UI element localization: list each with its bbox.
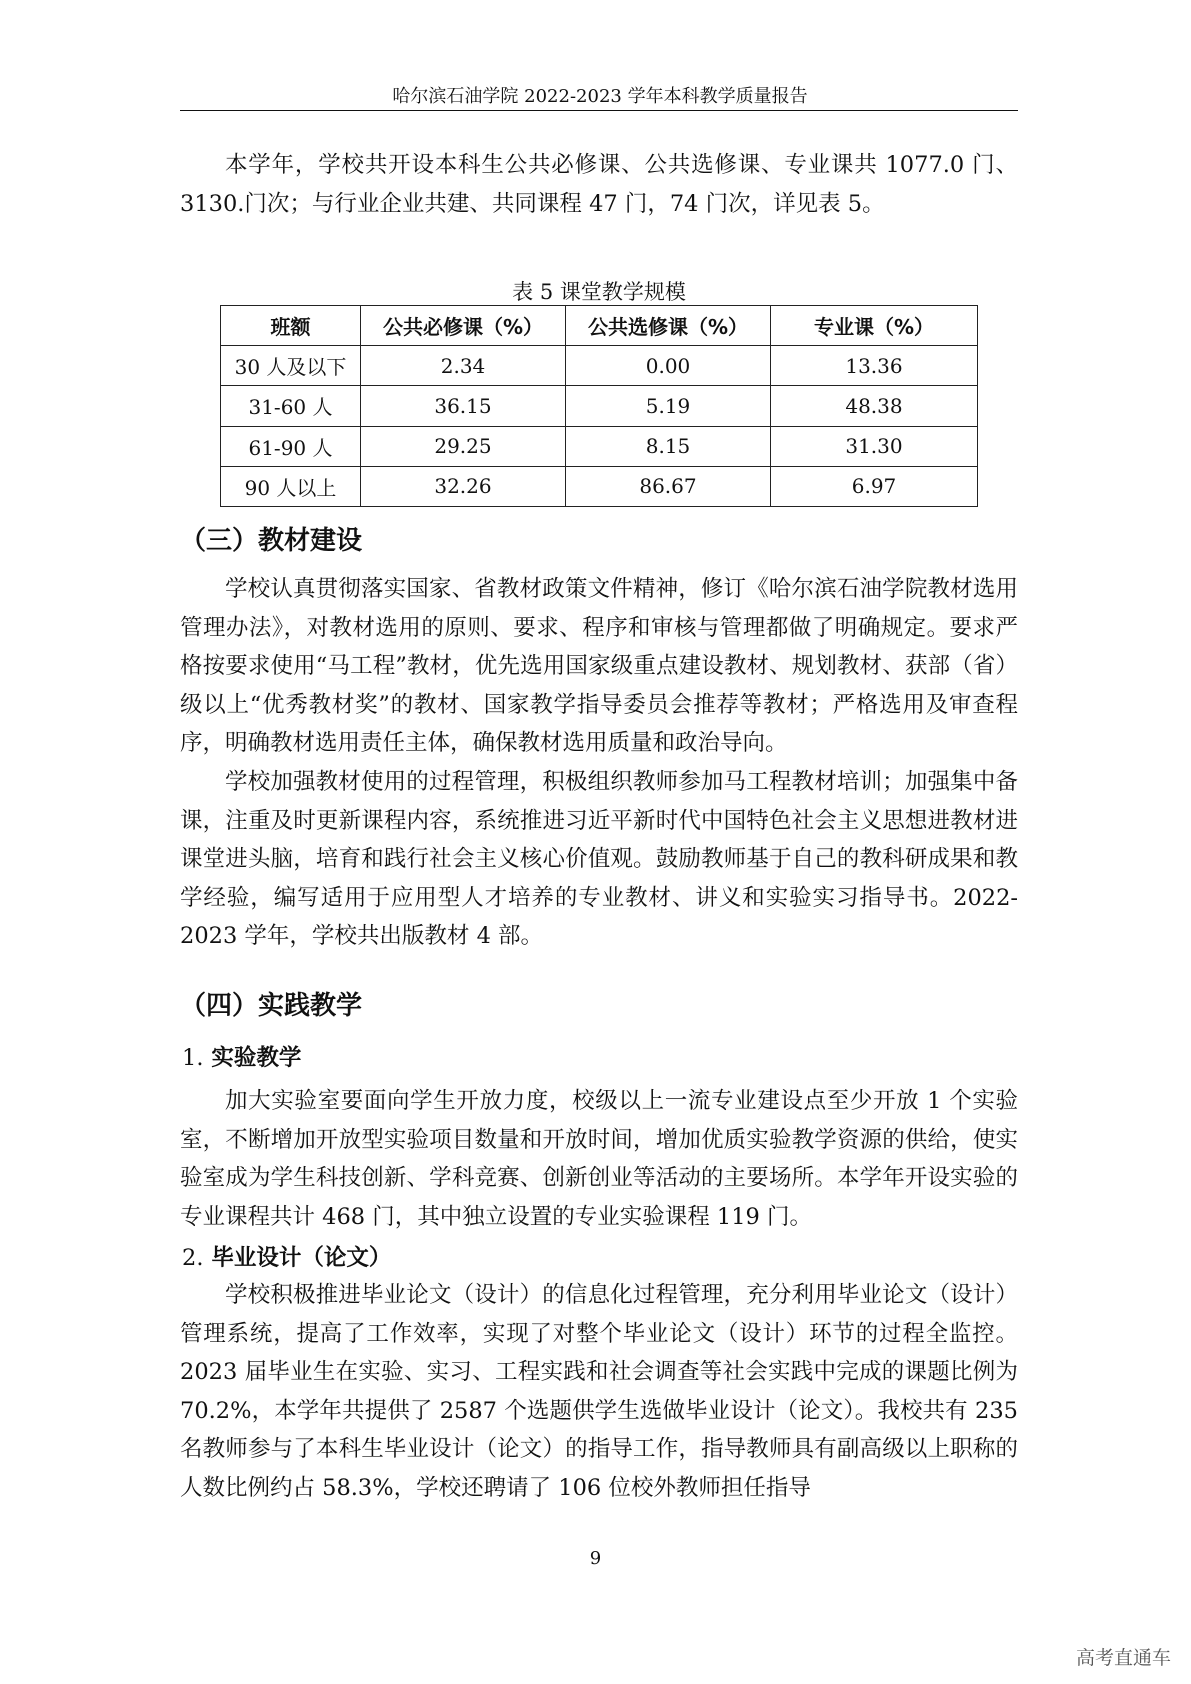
subsection-1-paragraph: 加大实验室要面向学生开放力度，校级以上一流专业建设点至少开放 1 个实验室，不断增加开放型实验项目数量和开放时间，增加优质实验教学资源的供给，使实验室成为学生科技创新、学科竞赛、创新创业等活动的主要场所。本学年开设实验的专业课程共计 468 门，其中独立设置的专业实验课程 119 门。: [180, 1088, 1018, 1230]
table-row: [221, 466, 978, 506]
subsection-2-heading: [182, 1240, 391, 1272]
table-row: [221, 426, 978, 466]
subsection-2-number: 2.: [182, 1245, 204, 1271]
table-cell: 29.25: [361, 426, 566, 466]
table-header-row: [221, 306, 978, 346]
table-cell: 13.36: [771, 346, 978, 386]
table-row: [221, 386, 978, 426]
table-cell: 31-60 人: [221, 386, 361, 426]
subsection-2-paragraph: 学校积极推进毕业论文（设计）的信息化过程管理，充分利用毕业论文（设计）管理系统，提高了工作效率，实现了对整个毕业论文（设计）环节的过程全监控。2023 届毕业生在实验、实习、工程实践和社会调查等社会实践中完成的课题比例为 70.2%，本学年共提供了 2587 个选题供学生选做毕业设计（论文）。我校共有 235 名教师参与了本科生毕业设计（论文）的指导工作，指导教师具有副高级以上职称的人数比例约占 58.3%，学校还聘请了 106 位校外教师担任指导: [180, 1282, 1018, 1501]
table-cell: 6.97: [771, 466, 978, 506]
page-header: 哈尔滨石油学院 2022-2023 学年本科教学质量报告: [392, 86, 808, 107]
class-size-table: [220, 305, 978, 507]
section-3-heading: （三）教材建设: [180, 526, 363, 556]
subsection-1-heading: [182, 1040, 301, 1072]
table-cell: 36.15: [361, 386, 566, 426]
page-number: 9: [589, 1548, 602, 1569]
table-cell: 61-90 人: [221, 426, 361, 466]
table-cell: 32.26: [361, 466, 566, 506]
table-header-cell: 专业课（%）: [771, 306, 978, 346]
table-cell: 8.15: [566, 426, 771, 466]
table-header-cell: 公共选修课（%）: [566, 306, 771, 346]
section-3-paragraph-2: 学校加强教材使用的过程管理，积极组织教师参加马工程教材培训；加强集中备课，注重及时更新课程内容，系统推进习近平新时代中国特色社会主义思想进教材进课堂进头脑，培育和践行社会主义核心价值观。鼓励教师基于自己的教科研成果和教学经验，编写适用于应用型人才培养的专业教材、讲义和实验实习指导书。2022-2023 学年，学校共出版教材 4 部。: [180, 769, 1018, 949]
table-header-cell: 班额: [221, 306, 361, 346]
subsection-1-title: 实验教学: [211, 1045, 302, 1071]
table-cell: 2.34: [361, 346, 566, 386]
intro-paragraph: 本学年，学校共开设本科生公共必修课、公共选修课、专业课共 1077.0 门、3130.门次；与行业企业共建、共同课程 47 门，74 门次，详见表 5。: [180, 152, 1018, 217]
table-row: [221, 346, 978, 386]
header-divider: [180, 110, 1018, 111]
section-4-heading: （四）实践教学: [180, 991, 363, 1021]
subsection-1-number: 1.: [182, 1045, 204, 1071]
table-cell: 5.19: [566, 386, 771, 426]
subsection-2-title: 毕业设计（论文）: [211, 1245, 392, 1271]
table-header-cell: 公共必修课（%）: [361, 306, 566, 346]
table-cell: 86.67: [566, 466, 771, 506]
section-3-paragraph-1: 学校认真贯彻落实国家、省教材政策文件精神，修订《哈尔滨石油学院教材选用管理办法》，对教材选用的原则、要求、程序和审核与管理都做了明确规定。要求严格按要求使用“马工程”教材，优先选用国家级重点建设教材、规划教材、获部（省）级以上“优秀教材奖”的教材、国家教学指导委员会推荐等教材；严格选用及审查程序，明确教材选用责任主体，确保教材选用质量和政治导向。: [180, 576, 1018, 756]
table-cell: 0.00: [566, 346, 771, 386]
watermark: 高考直通车: [1075, 1647, 1171, 1669]
table-caption: 表 5 课堂教学规模: [512, 280, 686, 304]
table-cell: 48.38: [771, 386, 978, 426]
table-cell: 90 人以上: [221, 466, 361, 506]
table-cell: 31.30: [771, 426, 978, 466]
table-cell: 30 人及以下: [221, 346, 361, 386]
